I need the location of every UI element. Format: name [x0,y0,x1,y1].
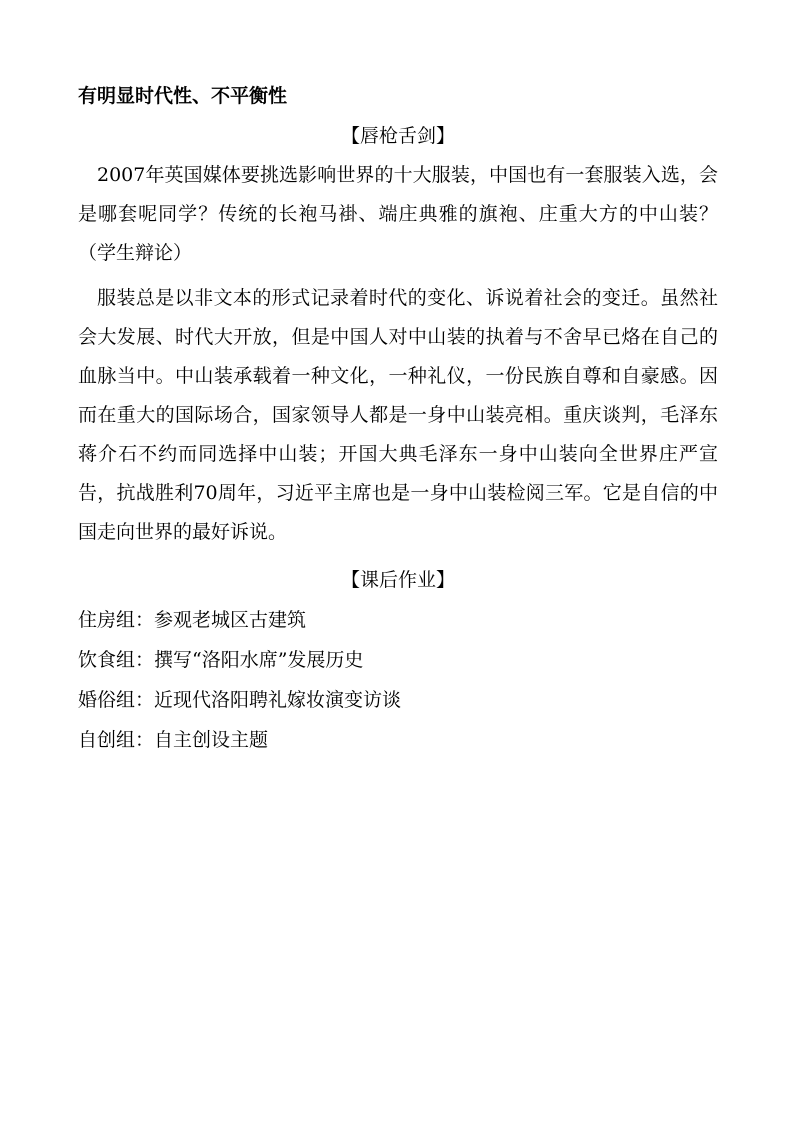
debate-heading: 【唇枪舌剑】 [340,125,455,147]
lead-text: 有明显时代性、不平衡性 [78,85,288,107]
paragraph-debate-intro: 2007年英国媒体要挑选影响世界的十大服装，中国也有一套服装入选，会是哪套呢同学？传统的长袍马褂、端庄典雅的旗袍、庄重大方的中山装？（学生辩论） [78,164,718,264]
homework-item-housing: 住房组：参观老城区古建筑 [78,609,307,631]
paragraph-zhongshan-suit: 服装总是以非文本的形式记录着时代的变化、诉说着社会的变迁。虽然社会大发展、时代大开放，但是中国人对中山装的执着与不舍早已烙在自己的血脉当中。中山装承载着一种文化，一种礼仪，一份民族自尊和自豪感。因而在重大的国际场合，国家领导人都是一身中山装亮相。重庆谈判，毛泽东蒋介石不约而同选择中山装；开国大典毛泽东一身中山装向全世界庄严宣告，抗战胜利70周年，习近平主席也是一身中山装检阅三军。它是自信的中国走向世界的最好诉说。 [78,287,718,543]
document-page [78,82,718,754]
homework-item-wedding: 婚俗组：近现代洛阳聘礼嫁妆演变访谈 [78,689,402,711]
homework-heading: 【课后作业】 [340,569,455,591]
homework-item-custom: 自创组：自主创设主题 [78,729,269,751]
homework-item-food: 饮食组：撰写“洛阳水席”发展历史 [78,649,364,671]
